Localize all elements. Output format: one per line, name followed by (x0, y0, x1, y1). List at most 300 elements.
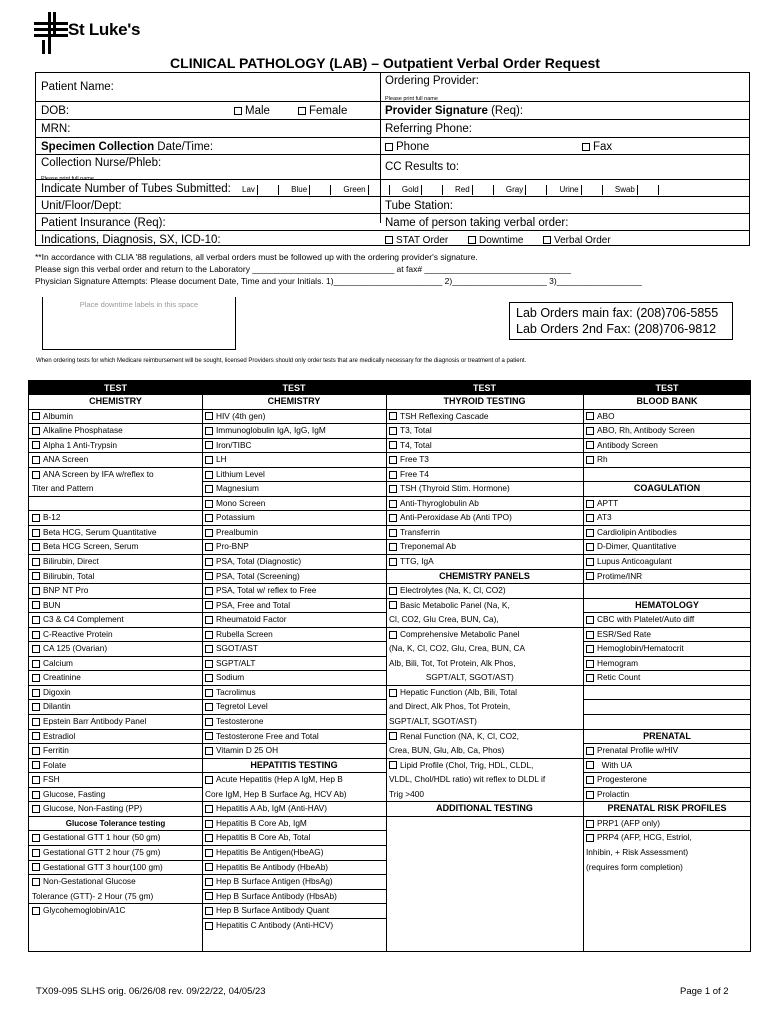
test-checkbox-item[interactable] (29, 802, 202, 817)
checkbox-icon[interactable] (586, 820, 594, 828)
test-checkbox-item[interactable] (202, 919, 386, 934)
test-checkbox-item[interactable] (202, 671, 386, 686)
test-label-continued: Inhibin, + Risk Assessment) (586, 846, 689, 857)
column-header: TEST (386, 381, 583, 395)
checkbox-icon[interactable] (586, 834, 594, 842)
test-label: TTG, IgA (400, 556, 434, 567)
checkbox-icon[interactable] (586, 660, 594, 668)
checkbox-icon[interactable] (32, 834, 40, 842)
checkbox-icon[interactable] (205, 572, 213, 580)
red-tube-input[interactable] (472, 185, 494, 195)
checkbox-icon[interactable] (389, 471, 397, 479)
checkbox-icon[interactable] (32, 616, 40, 624)
checkbox-icon[interactable] (205, 500, 213, 508)
test-checkbox-item[interactable] (583, 453, 751, 468)
checkbox-icon[interactable] (205, 441, 213, 449)
test-label: Non-Gestational Glucose (43, 876, 136, 887)
test-checkbox-item[interactable] (583, 540, 751, 555)
test-checkbox-item[interactable] (386, 526, 583, 541)
test-checkbox-item[interactable] (202, 846, 386, 861)
checkbox-icon[interactable] (586, 674, 594, 682)
test-label: Hemogram (597, 657, 639, 668)
test-checkbox-item[interactable] (386, 439, 583, 454)
test-checkbox-item[interactable] (583, 759, 751, 774)
checkbox-icon[interactable] (389, 587, 397, 595)
test-label: Renal Function (NA, K, Cl, CO2, (400, 730, 519, 741)
test-checkbox-item[interactable] (202, 584, 386, 599)
test-checkbox-item[interactable] (202, 468, 386, 483)
test-checkbox-item[interactable] (202, 686, 386, 701)
checkbox-icon[interactable] (205, 689, 213, 697)
test-checkbox-item[interactable] (202, 890, 386, 905)
checkbox-icon[interactable] (205, 456, 213, 464)
green-tube-input[interactable] (368, 185, 390, 195)
test-label: Hepatitis B Core Ab, IgM (216, 817, 307, 828)
test-checkbox-item[interactable] (386, 584, 583, 599)
checkbox-icon[interactable] (205, 820, 213, 828)
checkbox-icon[interactable] (586, 645, 594, 653)
test-checkbox-item[interactable] (386, 453, 583, 468)
checkbox-icon[interactable] (205, 922, 213, 930)
checkbox-icon[interactable] (205, 660, 213, 668)
checkbox-icon[interactable] (205, 601, 213, 609)
test-label: LH (216, 454, 227, 465)
test-label: BUN (43, 599, 61, 610)
test-checkbox-item[interactable] (583, 570, 751, 585)
test-checkbox-item[interactable] (202, 802, 386, 817)
checkbox-icon[interactable] (205, 878, 213, 886)
checkbox-icon[interactable] (586, 572, 594, 580)
test-label: Lipid Profile (Chol, Trig, HDL, CLDL, (400, 759, 534, 770)
note-line: **In accordance with CLIA '88 regulations, all verbal orders must be followed up with the ordering provider's signature. (35, 252, 478, 262)
checkbox-icon[interactable] (389, 543, 397, 551)
test-checkbox-item[interactable] (202, 439, 386, 454)
checkbox-icon[interactable] (586, 558, 594, 566)
checkbox-icon[interactable] (205, 616, 213, 624)
test-checkbox-item[interactable] (386, 482, 583, 497)
column-header: TEST (29, 381, 202, 395)
test-checkbox-item[interactable] (202, 526, 386, 541)
checkbox-icon[interactable] (586, 412, 594, 420)
test-checkbox-item[interactable] (202, 657, 386, 672)
test-label: ABO, Rh, Antibody Screen (597, 425, 695, 436)
checkbox-icon[interactable] (389, 441, 397, 449)
checkbox-icon[interactable] (205, 587, 213, 595)
test-label: Rheumatoid Factor (216, 614, 287, 625)
test-checkbox-item[interactable] (29, 715, 202, 730)
test-checkbox-item[interactable] (29, 861, 202, 876)
checkbox-icon[interactable] (389, 529, 397, 537)
checkbox-icon[interactable] (205, 747, 213, 755)
test-label: SGPT/ALT (216, 657, 256, 668)
checkbox-icon[interactable] (205, 471, 213, 479)
test-label-continued: Core IgM, Hep B Surface Ag, HCV Ab) (202, 788, 386, 803)
checkbox-icon[interactable] (32, 805, 40, 813)
test-checkbox-item[interactable] (583, 671, 751, 686)
test-checkbox-item[interactable] (386, 759, 583, 774)
checkbox-icon[interactable] (586, 529, 594, 537)
checkbox-icon[interactable] (32, 907, 40, 915)
test-label: Beta HCG, Serum Quantitative (43, 526, 157, 537)
test-checkbox-item[interactable] (29, 700, 202, 715)
test-label: TSH (Thyroid Stim. Hormone) (400, 483, 510, 494)
checkbox-icon[interactable] (586, 776, 594, 784)
tube-station-label: Tube Station: (385, 200, 453, 212)
checkbox-icon[interactable] (32, 441, 40, 449)
test-label: PSA, Free and Total (216, 599, 291, 610)
checkbox-icon[interactable] (32, 572, 40, 580)
checkbox-icon[interactable] (205, 514, 213, 522)
checkbox-icon[interactable] (205, 718, 213, 726)
checkbox-icon[interactable] (389, 485, 397, 493)
checkbox-icon[interactable] (32, 412, 40, 420)
test-checkbox-item[interactable] (29, 555, 202, 570)
test-checkbox-item[interactable] (202, 715, 386, 730)
checkbox-icon[interactable] (205, 412, 213, 420)
checkbox-icon[interactable] (32, 456, 40, 464)
section-header: BLOOD BANK (583, 395, 751, 410)
checkbox-icon[interactable] (32, 674, 40, 682)
checkbox-icon[interactable] (586, 456, 594, 464)
checkbox-icon[interactable] (32, 558, 40, 566)
test-checkbox-item[interactable] (202, 540, 386, 555)
checkbox-icon[interactable] (586, 441, 594, 449)
checkbox-icon[interactable] (32, 471, 40, 479)
checkbox-icon[interactable] (205, 485, 213, 493)
test-label: PRP1 (AFP only) (597, 817, 661, 828)
checkbox-icon[interactable] (389, 601, 397, 609)
test-checkbox-item[interactable] (202, 904, 386, 919)
gray-tube-input[interactable] (525, 185, 547, 195)
blank-row (29, 497, 202, 512)
test-checkbox-item[interactable] (583, 511, 751, 526)
checkbox-icon[interactable] (586, 500, 594, 508)
checkbox-icon[interactable] (586, 631, 594, 639)
test-checkbox-item[interactable] (202, 613, 386, 628)
test-checkbox-item[interactable] (202, 570, 386, 585)
checkbox-icon[interactable] (586, 514, 594, 522)
test-checkbox-item[interactable] (202, 642, 386, 657)
test-checkbox-item[interactable] (202, 599, 386, 614)
section-header: CHEMISTRY (202, 395, 386, 410)
test-checkbox-item[interactable] (29, 744, 202, 759)
checkbox-icon[interactable] (205, 805, 213, 813)
patient-name-label: Patient Name: (41, 81, 114, 93)
test-label: Acute Hepatitis (Hep A IgM, Hep B (216, 774, 343, 785)
test-checkbox-item[interactable] (202, 511, 386, 526)
test-label: Hepatitis Be Antibody (HbeAb) (216, 861, 329, 872)
test-checkbox-item[interactable] (583, 613, 751, 628)
checkbox-icon[interactable] (205, 732, 213, 740)
checkbox-icon[interactable] (32, 747, 40, 755)
test-label-continued: SGPT/ALT, SGOT/AST) (386, 671, 583, 686)
test-checkbox-item[interactable] (29, 511, 202, 526)
verbal-order-checkbox[interactable]: Verbal Order (543, 234, 611, 248)
test-checkbox-item[interactable] (202, 817, 386, 832)
checkbox-icon[interactable] (389, 558, 397, 566)
test-checkbox-item[interactable] (29, 613, 202, 628)
checkbox-icon[interactable] (205, 892, 213, 900)
test-label: Vitamin D 25 OH (216, 745, 279, 756)
checkbox-icon[interactable] (32, 703, 40, 711)
test-checkbox-item[interactable] (583, 817, 751, 832)
test-checkbox-item[interactable] (29, 657, 202, 672)
test-checkbox-item[interactable] (583, 628, 751, 643)
checkbox-icon[interactable] (586, 747, 594, 755)
test-checkbox-item[interactable] (29, 453, 202, 468)
checkbox-icon[interactable] (205, 529, 213, 537)
test-label: Hemoglobin/Hematocrit (597, 643, 684, 654)
test-label: Lupus Anticoagulant (597, 556, 672, 567)
checkbox-icon[interactable] (32, 514, 40, 522)
test-checkbox-item[interactable] (29, 788, 202, 803)
test-label: Albumin (43, 410, 73, 421)
test-label-continued: (Na, K, Cl, CO2, Glu, Crea, BUN, CA (389, 643, 526, 654)
checkbox-icon[interactable] (205, 427, 213, 435)
test-checkbox-item[interactable] (202, 424, 386, 439)
test-checkbox-item[interactable] (29, 759, 202, 774)
test-checkbox-item[interactable] (202, 555, 386, 570)
test-checkbox-item[interactable] (202, 831, 386, 846)
test-checkbox-item[interactable] (386, 468, 583, 483)
checkbox-icon[interactable] (32, 878, 40, 886)
fax-checkbox[interactable]: Fax (582, 140, 612, 154)
test-label: Ferritin (43, 745, 69, 756)
verbal-person-label: Name of person taking verbal order: (385, 217, 569, 229)
blank-row (583, 686, 751, 701)
test-checkbox-item[interactable] (29, 410, 202, 425)
stat-checkbox[interactable]: STAT Order (385, 234, 448, 248)
phone-checkbox[interactable]: Phone (385, 140, 429, 154)
print-name-note: Please print full name (385, 96, 438, 102)
checkbox-icon[interactable] (205, 907, 213, 915)
checkbox-icon[interactable] (205, 776, 213, 784)
test-label: Glucose, Fasting (43, 788, 106, 799)
checkbox-icon[interactable] (586, 427, 594, 435)
patient-info-box (35, 72, 750, 246)
checkbox-icon[interactable] (205, 834, 213, 842)
test-checkbox-item[interactable] (202, 875, 386, 890)
test-checkbox-item[interactable] (29, 599, 202, 614)
checkbox-icon[interactable] (32, 543, 40, 551)
male-checkbox[interactable]: Male (234, 104, 270, 118)
checkbox-icon[interactable] (586, 791, 594, 799)
test-label: Testosterone Free and Total (216, 730, 319, 741)
test-checkbox-item[interactable] (29, 686, 202, 701)
checkbox-icon[interactable] (389, 689, 397, 697)
checkbox-icon[interactable] (389, 427, 397, 435)
downtime-checkbox[interactable]: Downtime (468, 234, 523, 248)
test-checkbox-item[interactable] (583, 773, 751, 788)
main-fax: Lab Orders main fax: (208)706-5855 (516, 306, 719, 320)
test-checkbox-item[interactable] (583, 642, 751, 657)
test-label: C-Reactive Protein (43, 628, 113, 639)
female-checkbox[interactable]: Female (298, 104, 347, 118)
tube-counts: Lav Blue Green Gold Red Gray Urine Swab (242, 183, 661, 197)
checkbox-icon[interactable] (32, 660, 40, 668)
test-checkbox-item[interactable] (583, 788, 751, 803)
test-label: Antibody Screen (597, 439, 658, 450)
test-label: Folate (43, 759, 67, 770)
checkbox-icon[interactable] (389, 761, 397, 769)
section-header: HEPATITIS TESTING (202, 759, 386, 774)
test-label: Immunoglobulin IgA, IgG, IgM (216, 425, 326, 436)
test-checkbox-item[interactable] (583, 410, 751, 425)
test-label: Tegretol Level (216, 701, 268, 712)
checkbox-icon[interactable] (32, 689, 40, 697)
test-checkbox-item[interactable] (29, 570, 202, 585)
test-label: ANA Screen by IFA w/reflex to (43, 468, 154, 479)
checkbox-icon[interactable] (205, 674, 213, 682)
test-label: Progesterone (597, 774, 647, 785)
test-checkbox-item[interactable] (386, 686, 583, 701)
test-label: Hepatitis C Antibody (Anti-HCV) (216, 919, 334, 930)
checkbox-icon[interactable] (389, 500, 397, 508)
test-checkbox-item[interactable] (202, 861, 386, 876)
test-column-2 (202, 381, 387, 951)
urine-tube-input[interactable] (581, 185, 603, 195)
checkbox-icon[interactable] (32, 529, 40, 537)
test-column-4 (583, 381, 751, 951)
test-label: ESR/Sed Rate (597, 628, 651, 639)
test-checkbox-item[interactable] (583, 831, 751, 846)
test-label: Prolactin (597, 788, 630, 799)
column-header: TEST (583, 381, 751, 395)
test-checkbox-item[interactable] (202, 700, 386, 715)
checkbox-icon[interactable] (32, 718, 40, 726)
test-checkbox-item[interactable] (583, 657, 751, 672)
checkbox-icon[interactable] (389, 732, 397, 740)
test-checkbox-item[interactable] (202, 410, 386, 425)
test-checkbox-item[interactable] (202, 773, 386, 788)
test-checkbox-item[interactable] (29, 671, 202, 686)
checkbox-icon[interactable] (586, 616, 594, 624)
test-checkbox-item[interactable] (29, 628, 202, 643)
checkbox-icon[interactable] (205, 558, 213, 566)
test-label-continued: Alb, Bili, Tot, Tot Protein, Alk Phos, (389, 657, 516, 668)
test-checkbox-item[interactable] (29, 904, 202, 919)
checkbox-icon[interactable] (205, 849, 213, 857)
test-checkbox-item[interactable] (583, 424, 751, 439)
checkbox-icon[interactable] (586, 543, 594, 551)
test-checkbox-item[interactable] (583, 555, 751, 570)
checkbox-icon[interactable] (205, 863, 213, 871)
test-label: With UA (597, 759, 633, 770)
test-checkbox-item[interactable] (29, 642, 202, 657)
test-checkbox-item[interactable] (583, 744, 751, 759)
test-label-continued: Cl, CO2, Glu Crea, BUN, Ca), (386, 613, 583, 628)
checkbox-icon[interactable] (389, 456, 397, 464)
checkbox-icon[interactable] (389, 412, 397, 420)
test-checkbox-item[interactable] (386, 628, 583, 643)
test-label-continued: Crea, BUN, Glu, Alb, Ca, Phos) (386, 744, 583, 759)
checkbox-icon[interactable] (32, 587, 40, 595)
test-label: Hepatic Function (Alb, Bili, Total (400, 686, 517, 697)
checkbox-icon[interactable] (32, 761, 40, 769)
blank-row (583, 584, 751, 599)
test-label: Dilantin (43, 701, 71, 712)
test-checkbox-item[interactable] (29, 584, 202, 599)
test-label: Epstein Barr Antibody Panel (43, 716, 147, 727)
checkbox-icon[interactable] (205, 631, 213, 639)
test-checkbox-item[interactable] (29, 526, 202, 541)
test-checkbox-item[interactable] (29, 468, 202, 483)
test-label-continued: Tolerance (GTT)- 2 Hour (75 gm) (29, 890, 202, 905)
test-checkbox-item[interactable] (583, 497, 751, 512)
test-label: ABO (597, 410, 615, 421)
checkbox-icon[interactable] (32, 849, 40, 857)
clia-notes (35, 251, 642, 287)
test-label: CA 125 (Ovarian) (43, 643, 108, 654)
dob-label: DOB: (41, 105, 70, 117)
test-checkbox-item[interactable] (386, 540, 583, 555)
test-order-table (28, 380, 751, 952)
checkbox-icon[interactable] (32, 601, 40, 609)
tubes-label: Indicate Number of Tubes Submitted: (41, 183, 231, 195)
checkbox-icon[interactable] (32, 732, 40, 740)
swab-tube-input[interactable] (637, 185, 659, 195)
test-checkbox-item[interactable] (202, 744, 386, 759)
test-checkbox-item[interactable] (29, 846, 202, 861)
test-checkbox-item[interactable] (202, 730, 386, 745)
checkbox-icon[interactable] (389, 514, 397, 522)
test-checkbox-item[interactable] (29, 424, 202, 439)
checkbox-icon[interactable] (32, 776, 40, 784)
test-checkbox-item[interactable] (202, 628, 386, 643)
checkbox-icon[interactable] (32, 645, 40, 653)
test-checkbox-item[interactable] (386, 730, 583, 745)
test-checkbox-item[interactable] (202, 482, 386, 497)
test-checkbox-item[interactable] (386, 599, 583, 614)
test-label-continued: Trig >400 (386, 788, 583, 803)
test-checkbox-item[interactable] (386, 497, 583, 512)
test-label: Treponemal Ab (400, 541, 456, 552)
test-checkbox-item[interactable] (386, 410, 583, 425)
mrn-label: MRN: (41, 123, 71, 135)
test-checkbox-item[interactable] (29, 831, 202, 846)
checkbox-icon[interactable] (32, 631, 40, 639)
test-checkbox-item[interactable] (583, 439, 751, 454)
blue-tube-input[interactable] (309, 185, 331, 195)
test-label-continued: VLDL, Chol/HDL ratio) wit reflex to DLDL if (389, 774, 546, 785)
checkbox-icon[interactable] (32, 863, 40, 871)
test-checkbox-item[interactable] (29, 730, 202, 745)
test-label: Iron/TIBC (216, 439, 252, 450)
gold-tube-input[interactable] (421, 185, 443, 195)
checkbox-icon[interactable] (389, 631, 397, 639)
checkbox-icon[interactable] (205, 543, 213, 551)
test-checkbox-item[interactable] (29, 773, 202, 788)
test-label: Comprehensive Metabolic Panel (400, 628, 520, 639)
checkbox-icon[interactable] (205, 645, 213, 653)
test-checkbox-item[interactable] (202, 497, 386, 512)
test-checkbox-item[interactable] (29, 439, 202, 454)
test-checkbox-item[interactable] (29, 875, 202, 890)
checkbox-icon[interactable] (586, 761, 594, 769)
test-checkbox-item[interactable] (29, 540, 202, 555)
test-checkbox-item[interactable] (202, 453, 386, 468)
lav-tube-input[interactable] (257, 185, 279, 195)
test-label: Glycohemoglobin/A1C (43, 905, 126, 916)
test-checkbox-item[interactable] (386, 511, 583, 526)
page-number: Page 1 of 2 (680, 986, 729, 997)
test-checkbox-item[interactable] (386, 555, 583, 570)
checkbox-icon[interactable] (32, 427, 40, 435)
test-checkbox-item[interactable] (386, 424, 583, 439)
test-checkbox-item[interactable] (583, 526, 751, 541)
checkbox-icon[interactable] (32, 791, 40, 799)
checkbox-icon[interactable] (205, 703, 213, 711)
